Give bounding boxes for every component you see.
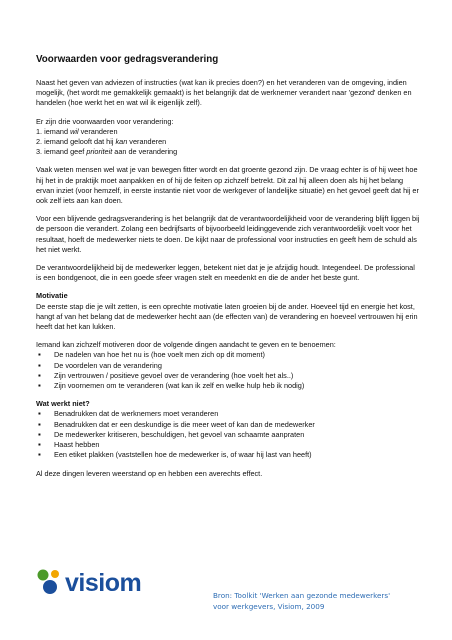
condition-item: 1. iemand wil veranderen bbox=[36, 126, 118, 136]
paragraph-employee: De verantwoordelijkheid bij de medewerker leggen, betekent niet dat je je afzijdig houdt. Integendeel. De professional is een bondgenoot, die in een goede sfeer vragen stelt en meedenkt en die de ander het beste gunt. bbox=[36, 263, 415, 283]
paragraph-fitter: Vaak weten mensen wel wat je van bewegen fitter wordt en dat groente gezond zijn. De vraag echter is of hij weet hoe hij het in de praktijk moet aanpakken en of hij de feiten op zichzelf betrekt. Dit zal hij alleen doen als hij het belang ervan inziet (voor hemzelf, in eerste instantie niet voor de werkgever of landelijke situatie) en het gevoel geeft dat hij er ook zelf iets aan kan doen. bbox=[36, 165, 419, 206]
logo-wordmark: visiom bbox=[65, 569, 142, 597]
motivation-paragraph: De eerste stap die je wilt zetten, is een oprechte motivatie laten groeien bij de ander. Hoeveel tijd en energie het kost, hangt af van het belang dat de medewerker hecht aan (de effecten van) de verandering en hoeveel vertrouwen hij erin heeft dat het kan lukken. bbox=[36, 301, 418, 332]
list-item: ▪ Een etiket plakken (vaststellen hoe de medewerker is, of waar hij last van heeft) bbox=[36, 450, 420, 460]
visiom-logo bbox=[33, 566, 142, 606]
source-citation bbox=[213, 590, 433, 612]
what-doesnt-work-list bbox=[36, 409, 420, 460]
motivate-list bbox=[36, 350, 420, 391]
intro-paragraph: Naast het geven van adviezen of instructies (wat kan ik precies doen?) en het veranderen van de omgeving, indien mogelijk, (het wordt me gemakkelijk gemaakt) is het belangrijk dat de werknemer verandert naar 'gezond' denken en handelen (hoe werkt het en wat wil ik eigenlijk zelf). bbox=[36, 78, 412, 108]
source-line: voor werkgevers, Visiom, 2009 bbox=[213, 602, 325, 611]
list-item: ▪ Zijn vertrouwen / positieve gevoel over de verandering (hoe voelt het als..) bbox=[36, 371, 420, 381]
logo-mark-icon bbox=[33, 566, 67, 600]
motivate-intro: Iemand kan zichzelf motiveren door de volgende dingen aandacht te geven en te benoemen: bbox=[36, 340, 336, 350]
paragraph-responsibility: Voor een blijvende gedragsverandering is het belangrijk dat de verantwoordelijkheid voor de verandering blijft liggen bij de persoon die verandert. Zolang een bedrijfsarts of bijvoorbeeld leidinggevende zich verantwoordelijk voelt voor het resultaat, hoeft de medewerker niets te doen. De kijkt naar de professional voor instructies en geeft hem de schuld als het niet werkt. bbox=[36, 214, 420, 254]
list-item: ▪ Benadrukken dat er een deskundige is die meer weet of kan dan de medewerker bbox=[36, 420, 420, 430]
list-item: ▪ Zijn voornemen om te veranderen (wat kan ik zelf en welke hulp heb ik nodig) bbox=[36, 381, 420, 391]
list-item: ▪ De nadelen van hoe het nu is (hoe voelt men zich op dit moment) bbox=[36, 350, 420, 360]
conditions-intro: Er zijn drie voorwaarden voor verandering: bbox=[36, 116, 174, 126]
page-title: Voorwaarden voor gedragsverandering bbox=[36, 54, 219, 65]
conditions-list bbox=[36, 127, 420, 158]
list-item: ▪ De voordelen van de verandering bbox=[36, 361, 420, 371]
source-line: Bron: Toolkit 'Werken aan gezonde medewerkers' bbox=[213, 591, 391, 600]
motivation-heading: Motivatie bbox=[36, 291, 68, 301]
document-body bbox=[36, 54, 420, 487]
condition-item: 3. iemand geef prioriteit aan de verandering bbox=[36, 147, 178, 157]
what-doesnt-work-heading: Wat werkt niet? bbox=[36, 399, 90, 409]
condition-item: 2. iemand gelooft dat hij kan veranderen bbox=[36, 137, 167, 147]
list-item: ▪ De medewerker kritiseren, beschuldigen, het gevoel van schaamte aanpraten bbox=[36, 430, 420, 440]
list-item: ▪ Haast hebben bbox=[36, 440, 420, 450]
closing-paragraph: Al deze dingen leveren weerstand op en hebben een averechts effect. bbox=[36, 468, 263, 478]
list-item: ▪ Benadrukken dat de werknemers moet veranderen bbox=[36, 409, 420, 419]
